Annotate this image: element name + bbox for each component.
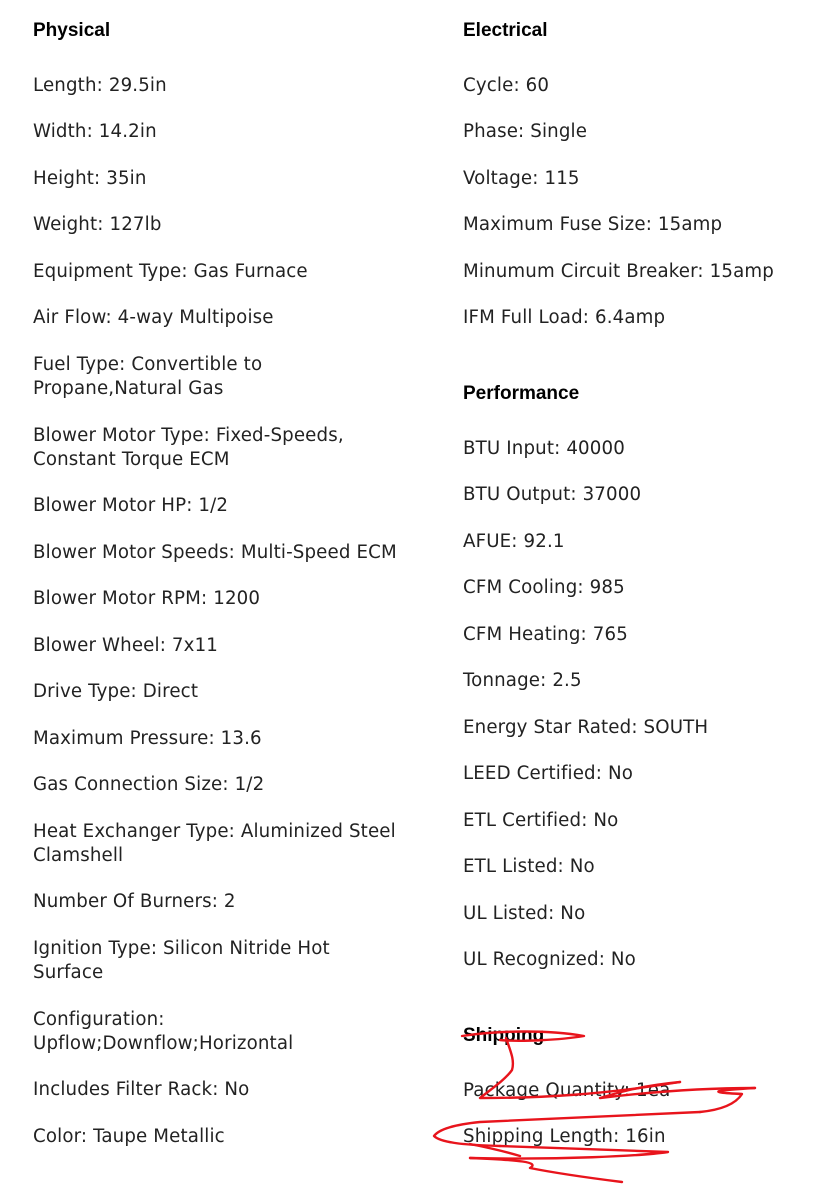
spec-air-flow: Air Flow: 4-way Multipoise: [33, 307, 274, 328]
spec-ifm-full-load: IFM Full Load: 6.4amp: [463, 307, 666, 328]
spec-blower-motor-hp: Blower Motor HP: 1/2: [33, 495, 229, 516]
spec-maximum-fuse-size: Maximum Fuse Size: 15amp: [463, 214, 723, 235]
spec-btu-output: BTU Output: 37000: [463, 484, 642, 505]
spec-includes-filter-rack: Includes Filter Rack: No: [33, 1079, 250, 1100]
spec-energy-star-rated: Energy Star Rated: SOUTH: [463, 717, 709, 738]
spec-length: Length: 29.5in: [33, 75, 167, 96]
shipping-heading: Shipping: [463, 1025, 545, 1046]
scribble-stroke: [470, 1158, 622, 1182]
spec-cycle: Cycle: 60: [463, 75, 550, 96]
spec-heat-exchanger-type: Heat Exchanger Type: Aluminized Steel Clamshell: [33, 821, 396, 866]
spec-blower-motor-rpm: Blower Motor RPM: 1200: [33, 588, 261, 609]
electrical-heading: Electrical: [463, 20, 548, 41]
spec-blower-motor-speeds: Blower Motor Speeds: Multi-Speed ECM: [33, 542, 397, 563]
spec-phase: Phase: Single: [463, 121, 588, 142]
spec-drive-type: Drive Type: Direct: [33, 681, 199, 702]
spec-ul-recognized: UL Recognized: No: [463, 949, 636, 970]
spec-blower-wheel: Blower Wheel: 7x11: [33, 635, 219, 656]
spec-number-of-burners: Number Of Burners: 2: [33, 891, 236, 912]
spec-ul-listed: UL Listed: No: [463, 903, 586, 924]
spec-ignition-type: Ignition Type: Silicon Nitride Hot Surface: [33, 938, 330, 983]
spec-btu-input: BTU Input: 40000: [463, 438, 625, 459]
spec-etl-listed: ETL Listed: No: [463, 856, 595, 877]
spec-maximum-pressure: Maximum Pressure: 13.6: [33, 728, 262, 749]
spec-width: Width: 14.2in: [33, 121, 157, 142]
spec-tonnage: Tonnage: 2.5: [463, 670, 582, 691]
spec-gas-connection-size: Gas Connection Size: 1/2: [33, 774, 265, 795]
spec-etl-certified: ETL Certified: No: [463, 810, 619, 831]
scribble-stroke: [700, 1088, 755, 1112]
spec-fuel-type: Fuel Type: Convertible to Propane,Natural Gas: [33, 354, 263, 399]
spec-color: Color: Taupe Metallic: [33, 1126, 225, 1147]
spec-equipment-type: Equipment Type: Gas Furnace: [33, 261, 308, 282]
spec-cfm-cooling: CFM Cooling: 985: [463, 577, 625, 598]
performance-heading: Performance: [463, 383, 580, 404]
spec-configuration: Configuration: Upflow;Downflow;Horizontal: [33, 1009, 294, 1054]
spec-minimum-circuit-breaker: Minumum Circuit Breaker: 15amp: [463, 261, 774, 282]
spec-blower-motor-type: Blower Motor Type: Fixed-Speeds, Constant Torque ECM: [33, 425, 344, 470]
spec-voltage: Voltage: 115: [463, 168, 580, 189]
spec-weight: Weight: 127lb: [33, 214, 162, 235]
spec-cfm-heating: CFM Heating: 765: [463, 624, 628, 645]
physical-heading: Physical: [33, 20, 111, 41]
spec-height: Height: 35in: [33, 168, 147, 189]
spec-leed-certified: LEED Certified: No: [463, 763, 633, 784]
spec-afue: AFUE: 92.1: [463, 531, 565, 552]
spec-package-quantity: Package Quantity: 1ea: [463, 1080, 671, 1101]
spec-shipping-length: Shipping Length: 16in: [463, 1126, 666, 1147]
